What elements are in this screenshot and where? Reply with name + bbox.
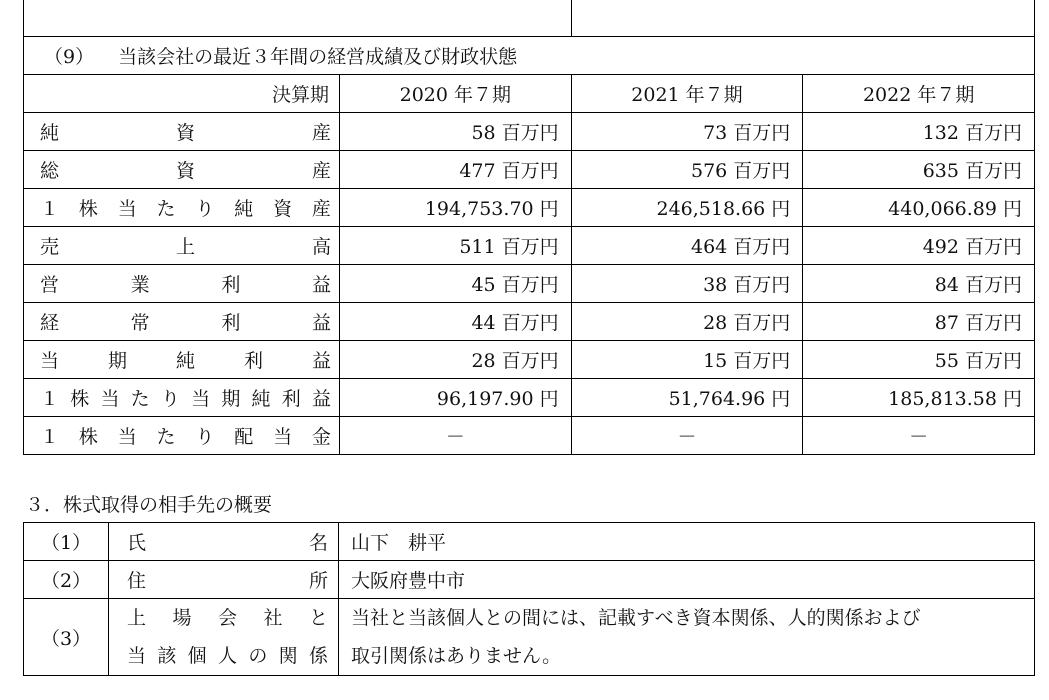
counterparty-rows	[24, 523, 1035, 676]
item-content-cell	[339, 523, 1035, 561]
metric-label: 純 資 産	[40, 122, 331, 144]
metric-label-cell	[24, 341, 340, 379]
financial-row	[24, 341, 1035, 379]
financial-row	[24, 151, 1035, 189]
metric-label-cell	[24, 303, 340, 341]
item-key-line: 上 場 会 社 と	[127, 607, 328, 629]
section-9-title-row	[24, 37, 1035, 75]
metric-label-cell	[24, 379, 340, 417]
period-header: 2021 年７期	[571, 75, 803, 113]
item-key-cell	[109, 523, 339, 561]
metric-value: 511 百万円	[340, 227, 572, 265]
metric-value: －	[571, 417, 803, 455]
stub-cell	[571, 0, 1034, 37]
metric-value: 464 百万円	[571, 227, 803, 265]
metric-value: 132 百万円	[803, 113, 1035, 151]
metric-label-cell	[24, 265, 340, 303]
fiscal-period-label: 決算期	[24, 75, 340, 113]
period-header-row	[24, 75, 1035, 113]
item-key-line: 氏 名	[127, 532, 328, 554]
financial-row	[24, 417, 1035, 455]
section-3-heading: ３．株式取得の相手先の概要	[25, 494, 273, 516]
financial-row	[24, 227, 1035, 265]
top-stub-row	[24, 0, 1035, 37]
item-key-cell	[109, 561, 339, 599]
metric-value: 58 百万円	[340, 113, 572, 151]
metric-label: １ 株 当 た り 純 資 産	[40, 198, 331, 220]
item-key-line: 住 所	[127, 570, 328, 592]
metric-value: 440,066.89 円	[803, 189, 1035, 227]
counterparty-row	[24, 561, 1035, 599]
metric-label-cell	[24, 417, 340, 455]
item-content-line: 山下 耕平	[351, 532, 447, 554]
item-content-line: 当社と当該個人との間には、記載すべき資本関係、人的関係および	[351, 607, 921, 629]
metric-label: 総 資 産	[40, 160, 331, 182]
item-key-cell	[109, 599, 339, 676]
metric-label-cell	[24, 227, 340, 265]
counterparty-row	[24, 599, 1035, 676]
metric-label: 経 常 利 益	[40, 312, 331, 334]
period-header: 2022 年７期	[803, 75, 1035, 113]
period-header: 2020 年７期	[340, 75, 572, 113]
metric-label-cell	[24, 113, 340, 151]
item-number: （3）	[24, 599, 109, 676]
item-content-line: 大阪府豊中市	[351, 570, 466, 592]
metric-value: 28 百万円	[340, 341, 572, 379]
metric-value: 576 百万円	[571, 151, 803, 189]
financial-row	[24, 303, 1035, 341]
financial-row	[24, 379, 1035, 417]
financial-row	[24, 265, 1035, 303]
metric-value: 15 百万円	[571, 341, 803, 379]
metric-value: 55 百万円	[803, 341, 1035, 379]
item-content-cell	[339, 599, 1035, 676]
financial-row	[24, 113, 1035, 151]
financial-results-table	[23, 0, 1035, 455]
metric-label: 営 業 利 益	[40, 274, 331, 296]
metric-value: 28 百万円	[571, 303, 803, 341]
financial-rows	[24, 113, 1035, 455]
counterparty-row	[24, 523, 1035, 561]
stub-cell	[24, 0, 572, 37]
section-9-number: （9）	[44, 46, 95, 68]
metric-value: 38 百万円	[571, 265, 803, 303]
metric-value: 44 百万円	[340, 303, 572, 341]
counterparty-table	[23, 522, 1035, 676]
metric-label-cell	[24, 189, 340, 227]
metric-value: 51,764.96 円	[571, 379, 803, 417]
metric-value: －	[340, 417, 572, 455]
metric-label: １ 株 当 た り 当 期 純 利 益	[40, 388, 331, 410]
financial-row	[24, 189, 1035, 227]
metric-value: 477 百万円	[340, 151, 572, 189]
metric-label-cell	[24, 151, 340, 189]
metric-label: １ 株 当 た り 配 当 金	[40, 426, 331, 448]
item-number: （2）	[24, 561, 109, 599]
item-number: （1）	[24, 523, 109, 561]
metric-value: 96,197.90 円	[340, 379, 572, 417]
section-9-text: 当該会社の最近３年間の経営成績及び財政状態	[118, 46, 518, 68]
metric-label: 当 期 純 利 益	[40, 350, 331, 372]
metric-value: 635 百万円	[803, 151, 1035, 189]
item-content-line: 取引関係はありません。	[351, 645, 562, 667]
item-key-line: 当 該 個 人 の 関 係	[127, 645, 328, 667]
metric-value: 87 百万円	[803, 303, 1035, 341]
metric-value: 73 百万円	[571, 113, 803, 151]
metric-value: 185,813.58 円	[803, 379, 1035, 417]
item-content-cell	[339, 561, 1035, 599]
metric-value: 492 百万円	[803, 227, 1035, 265]
metric-value: 194,753.70 円	[340, 189, 572, 227]
metric-value: 45 百万円	[340, 265, 572, 303]
metric-label: 売 上 高	[40, 236, 331, 258]
metric-value: 246,518.66 円	[571, 189, 803, 227]
metric-value: 84 百万円	[803, 265, 1035, 303]
metric-value: －	[803, 417, 1035, 455]
section-9-title	[24, 37, 1035, 75]
